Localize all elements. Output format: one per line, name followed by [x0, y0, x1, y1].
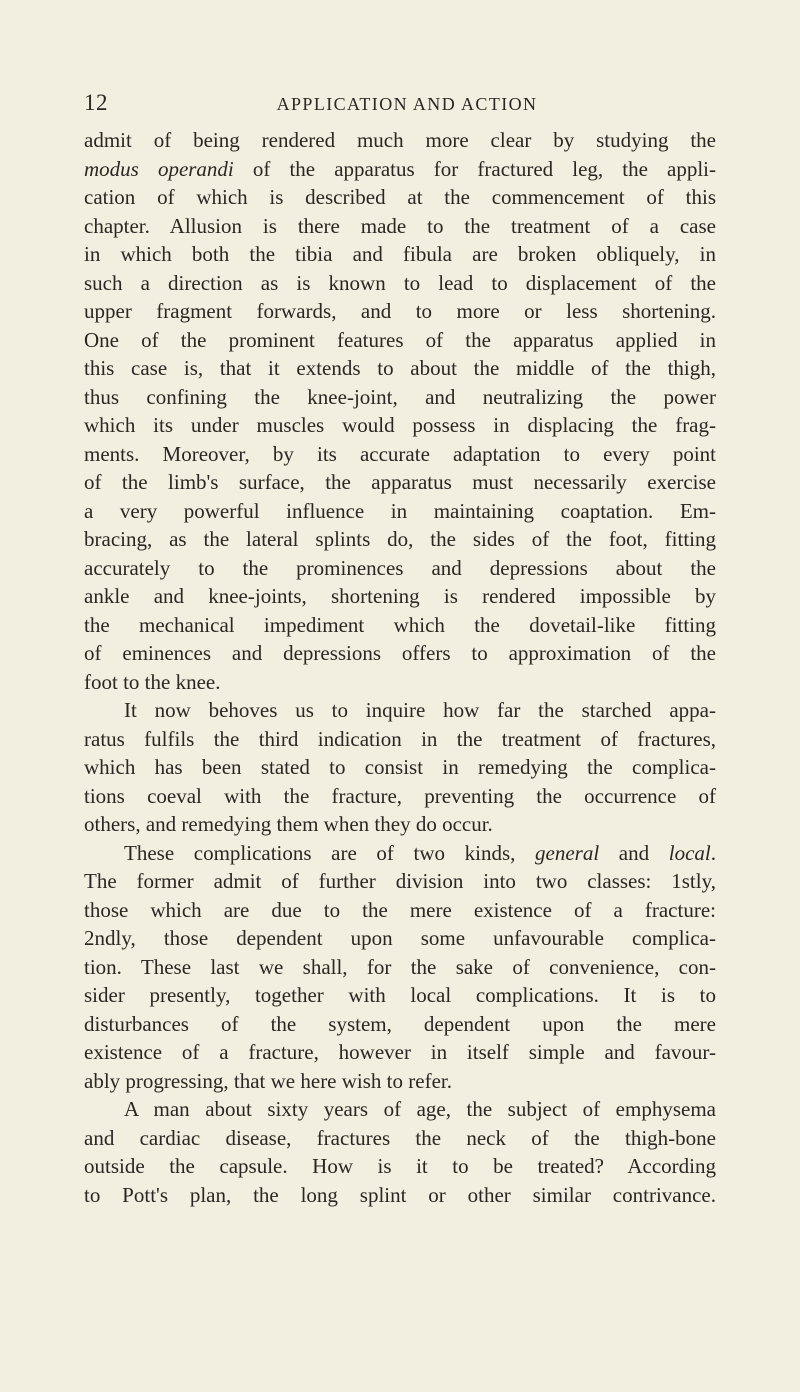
text-fragment: These complications are of two kinds,: [124, 840, 536, 865]
paragraph-2: [84, 696, 716, 839]
text-line: tion. These last we shall, for the sake of convenience, con-: [84, 954, 716, 979]
paragraph-1: [84, 126, 716, 696]
text-line: It now behoves us to inquire how far the starched appa-: [124, 698, 716, 722]
text-line: chapter. Allusion is there made to the treatment of a case: [84, 213, 716, 238]
text-line: bracing, as the lateral splints do, the sides of the foot, fitting: [84, 527, 716, 551]
text-line: the mechanical impediment which the dovetail-like fitting: [84, 612, 716, 637]
text-line: others, and remedying them when they do occur.: [84, 812, 493, 836]
text-line: disturbances of the system, dependent upon the mere: [84, 1011, 716, 1036]
text-line: a very powerful influence in maintaining coaptation. Em-: [84, 498, 716, 523]
text-line: this case is, that it extends to about the middle of the thigh,: [84, 356, 716, 380]
italic-word: local: [668, 840, 711, 865]
text-line: [84, 839, 716, 868]
text-fragment: and: [599, 840, 669, 865]
text-line: tions coeval with the fracture, preventing the occurrence of: [84, 783, 716, 808]
text-line: to Pott's plan, the long splint or other similar contrivance.: [84, 1182, 716, 1207]
text-line: and cardiac disease, fractures the neck of the thigh-bone: [84, 1125, 716, 1150]
body-text: [84, 126, 716, 1209]
text-line: accurately to the prominences and depressions about the: [84, 555, 716, 580]
text-line: ratus fulfils the third indication in the treatment of fractures,: [84, 726, 716, 751]
text-line: 2ndly, those dependent upon some unfavourable complica-: [84, 926, 716, 950]
page-number: 12: [84, 90, 108, 115]
running-head: [84, 90, 716, 120]
text-line: A man about sixty years of age, the subject of emphysema: [124, 1097, 716, 1121]
text-line: ably progressing, that we here wish to refer.: [84, 1068, 452, 1093]
italic-word: general: [535, 840, 600, 865]
text-line: existence of a fracture, however in itself simple and favour-: [84, 1040, 716, 1064]
text-line: thus confining the knee-joint, and neutralizing the power: [84, 384, 716, 409]
paragraph-3: [84, 839, 716, 1096]
text-line: which its under muscles would possess in displacing the frag-: [84, 413, 716, 437]
text-line: which has been stated to consist in remedying the complica-: [84, 755, 716, 779]
running-title: APPLICATION AND ACTION: [276, 94, 538, 114]
text-line: of the limb's surface, the apparatus must necessarily exercise: [84, 470, 716, 494]
text-line: those which are due to the mere existence of a fracture:: [84, 897, 716, 922]
text-line: sider presently, together with local complications. It is to: [84, 983, 716, 1007]
text-fragment: .: [710, 840, 716, 865]
text-line: outside the capsule. How is it to be treated? According: [84, 1154, 716, 1178]
text-line: cation of which is described at the commencement of this: [84, 185, 716, 209]
text-line: admit of being rendered much more clear by studying the: [84, 128, 716, 152]
text-line: foot to the knee.: [84, 669, 221, 694]
text-line: in which both the tibia and fibula are broken obliquely, in: [84, 242, 716, 266]
text-line: upper fragment forwards, and to more or less shortening.: [84, 299, 716, 323]
text-line: The former admit of further division into two classes: 1stly,: [84, 869, 716, 893]
text-line: ankle and knee-joints, shortening is rendered impossible by: [84, 584, 716, 608]
italic-phrase: modus operandi: [84, 156, 234, 181]
text-line: [84, 155, 716, 184]
text-fragment: of the apparatus for fractured leg, the appli-: [233, 156, 717, 181]
text-line: such a direction as is known to lead to displacement of the: [84, 270, 716, 295]
text-line: One of the prominent features of the apparatus applied in: [84, 327, 716, 352]
paragraph-4: [84, 1095, 716, 1209]
text-line: of eminences and depressions offers to approximation of the: [84, 641, 716, 665]
text-line: ments. Moreover, by its accurate adaptation to every point: [84, 441, 716, 466]
